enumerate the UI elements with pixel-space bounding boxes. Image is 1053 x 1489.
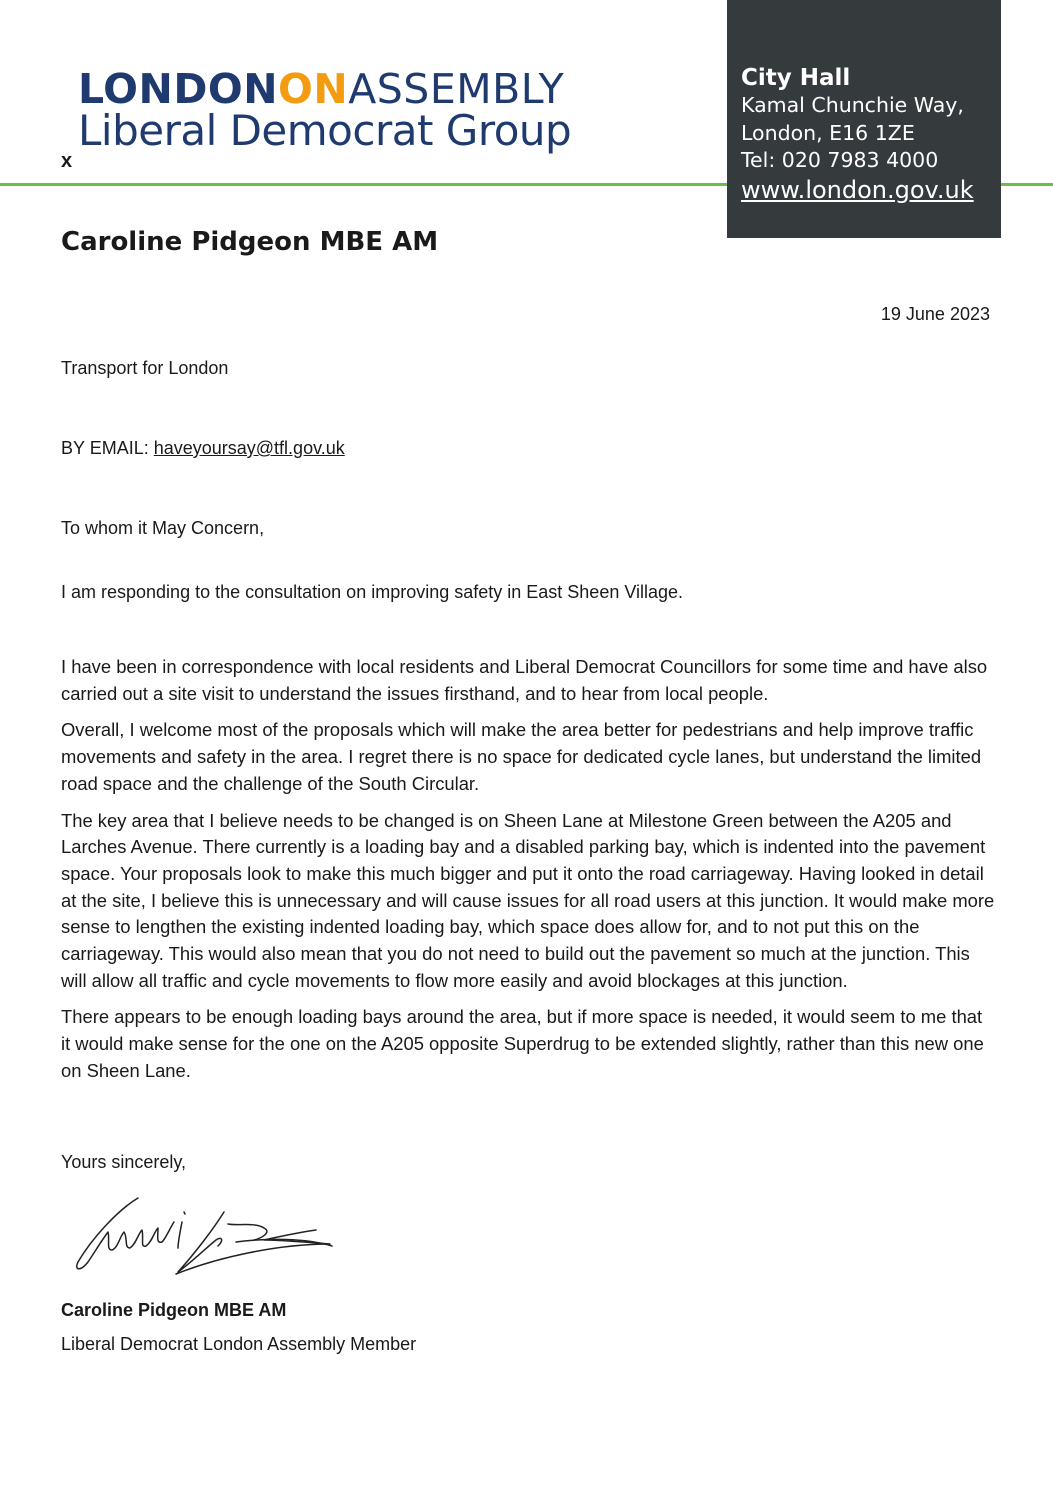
sender-heading: Caroline Pidgeon MBE AM: [61, 227, 439, 257]
header-marker: x: [61, 150, 73, 172]
body-paragraph-3: The key area that I believe needs to be changed is on Sheen Lane at Milestone Green between the A205 and Larches Avenue. There currently is a loading bay and a disabled parking bay, which is indented into the pavement space. Your proposals look to make this much bigger and put it onto the road carriageway. Having looked in detail at the site, I believe this is unnecessary and will cause issues for all road users at this junction. It would make more sense to lengthen the existing indented loading bay, which space does allow for, and to not put this on the carriageway. This would also mean that you do not need to build out the pavement so much at the junction. This will allow all traffic and cycle movements to flow more easily and avoid blockages at this junction.: [61, 809, 995, 991]
by-email-label: BY EMAIL:: [61, 438, 154, 458]
closing: Yours sincerely,: [61, 1152, 187, 1172]
intro-paragraph: I am responding to the consultation on improving safety in East Sheen Village.: [61, 582, 684, 602]
address-title: City Hall: [741, 65, 851, 91]
letter-date: 19 June 2023: [880, 304, 990, 324]
body-paragraph-4: There appears to be enough loading bays around the area, but if more space is needed, it would seem to me that it would make sense for the one on the A205 opposite Superdrug to be extended slightly, rather than this new one on Sheen Lane.: [61, 1006, 984, 1081]
salutation: To whom it May Concern,: [61, 518, 265, 538]
address-city: London, E16 1ZE: [741, 120, 915, 145]
handwritten-signature: [66, 1192, 336, 1278]
signature-role: Liberal Democrat London Assembly Member: [61, 1334, 417, 1354]
london-assembly-logo: [78, 66, 571, 154]
body-paragraph-2: Overall, I welcome most of the proposals which will make the area better for pedestrians and help improve traffic movements and safety in the area. I regret there is no space for dedicated cycle lanes, but understand the limited road space and the challenge of the South Circular.: [61, 719, 982, 794]
by-email-line: [61, 438, 345, 459]
logo-on-text: ON: [278, 65, 349, 113]
recipient: Transport for London: [61, 358, 229, 378]
body-paragraph-1: I have been in correspondence with local residents and Liberal Democrat Councillors for some time and have also carried out a site visit to understand the issues firsthand, and to hear from local people.: [61, 656, 988, 704]
logo-assembly-text: ASSEMBLY: [348, 65, 565, 113]
letter-body: [61, 654, 996, 1095]
logo-subtitle: Liberal Democrat Group: [78, 106, 572, 155]
email-link[interactable]: haveyoursay@tfl.gov.uk: [153, 438, 345, 458]
address-panel: [727, 0, 1001, 238]
logo-london-text: LONDON: [78, 65, 279, 113]
website-link[interactable]: www.london.gov.uk: [741, 175, 974, 204]
address-street: Kamal Chunchie Way,: [741, 93, 964, 117]
address-tel: Tel: 020 7983 4000: [741, 148, 939, 172]
signature-name: Caroline Pidgeon MBE AM: [61, 1300, 287, 1320]
